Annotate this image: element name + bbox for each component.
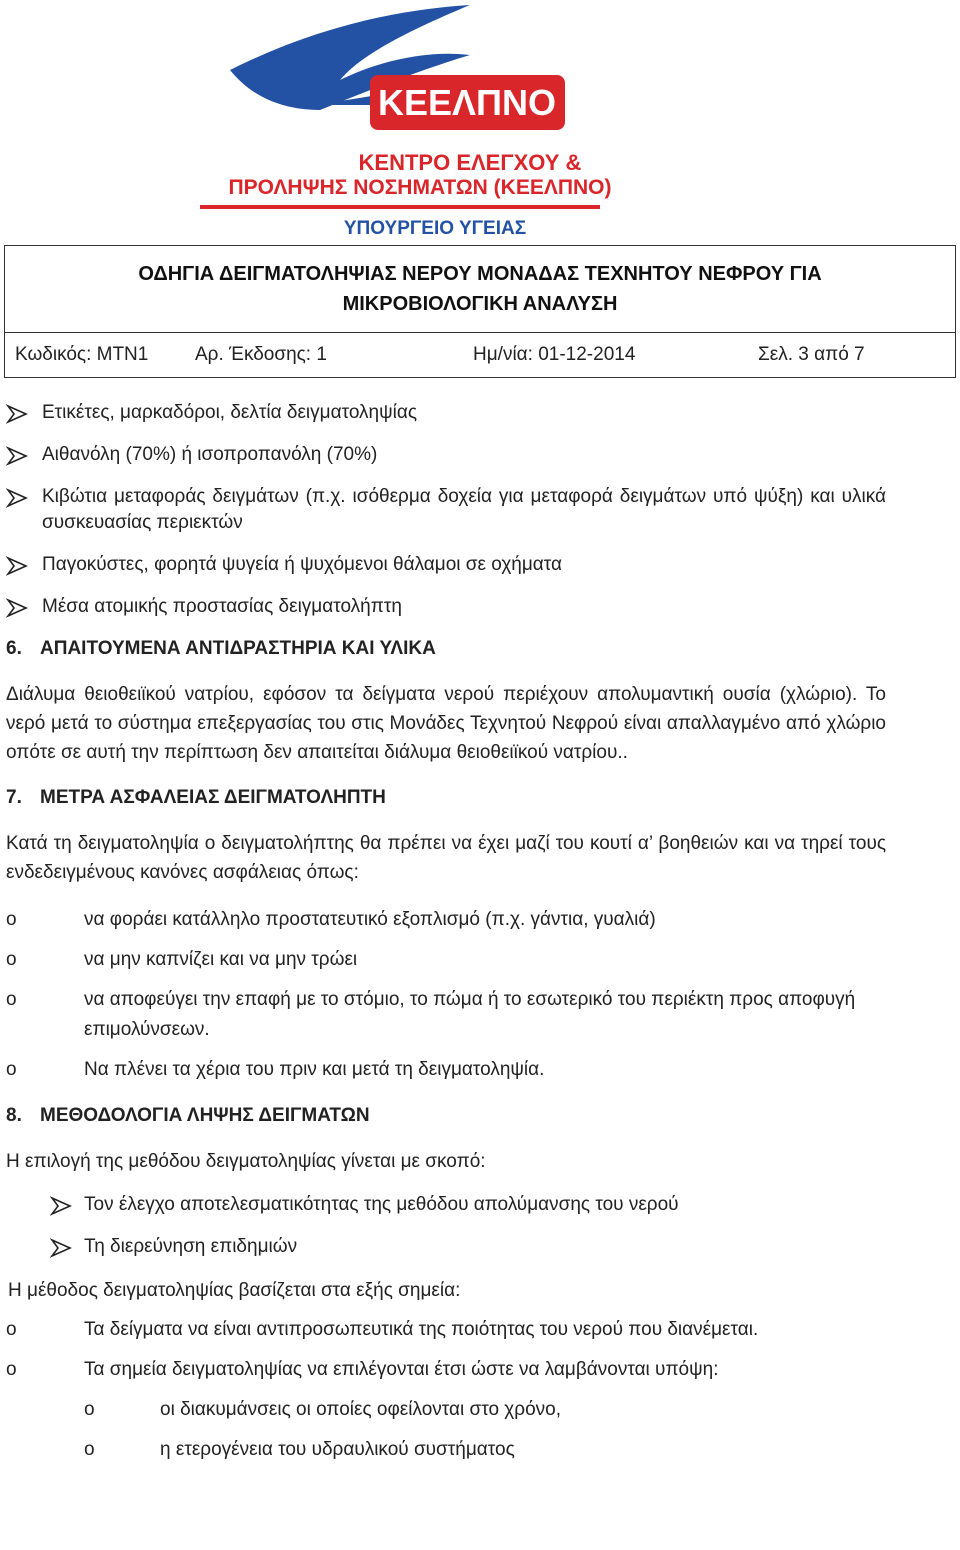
document-edition: Αρ. Έκδοσης: 1 <box>195 344 327 365</box>
arrow-bullet-icon <box>6 404 28 424</box>
safety-list <box>6 905 886 1085</box>
arrow-bullet-icon <box>6 598 28 618</box>
section-8-heading: 8. ΜΕΘΟΔΟΛΟΓΙΑ ΛΗΨΗΣ ΔΕΙΓΜΑΤΩΝ <box>6 1105 370 1126</box>
list-item: o οι διακυμάνσεις οι οποίες οφείλονται στο χρόνο, <box>6 1395 886 1425</box>
document-code: Κωδικός: MTN1 <box>15 344 149 365</box>
purpose-list <box>6 1192 886 1260</box>
arrow-bullet-icon <box>6 556 28 576</box>
circle-bullet: o <box>6 909 17 930</box>
logo-line1: ΚΕΝΤΡΟ ΕΛΕΓΧΟΥ & <box>358 150 582 175</box>
list-item: Παγοκύστες, φορητά ψυγεία ή ψυχόμενοι θάλαμοι σε οχήματα <box>6 552 886 578</box>
arrow-bullet-icon <box>6 488 28 508</box>
logo-line2: ΠΡΟΛΗΨΗΣ ΝΟΣΗΜΑΤΩΝ (ΚΕΕΛΠΝΟ) <box>228 176 612 199</box>
logo-org-text: ΚΕΕΛΠΝΟ <box>377 82 557 123</box>
section-6-heading: 6. ΑΠΑΙΤΟΥΜΕΝΑ ΑΝΤΙΔΡΑΣΤΗΡΙΑ ΚΑΙ ΥΛΙΚΑ <box>6 638 436 659</box>
list-item: Τον έλεγχο αποτελεσματικότητας της μεθόδου απολύμανσης του νερού <box>6 1192 886 1218</box>
document-date: Ημ/νία: 01-12-2014 <box>473 344 636 365</box>
arrow-bullet-icon <box>6 446 28 466</box>
list-item: o να αποφεύγει την επαφή με το στόμιο, το πώμα ή το εσωτερικό του περιέκτη προς αποφυγή επιμολύνσεων. <box>6 985 886 1045</box>
document-header <box>4 245 956 378</box>
title-line-1: ΟΔΗΓΙΑ ΔΕΙΓΜΑΤΟΛΗΨΙΑΣ ΝΕΡΟΥ ΜΟΝΑΔΑΣ ΤΕΧΝΗΤΟΥ ΝΕΦΡΟΥ ΓΙΑ <box>138 263 822 285</box>
section-8-intro: Η επιλογή της μεθόδου δειγματοληψίας γίνεται με σκοπό: <box>6 1151 486 1172</box>
document-title <box>5 246 956 333</box>
list-item: o Τα σημεία δειγματοληψίας να επιλέγονται έτσι ώστε να λαμβάνονται υπόψη: <box>6 1355 886 1385</box>
section-8-basis-intro: Η μέθοδος δειγματοληψίας βασίζεται στα εξής σημεία: <box>8 1280 461 1301</box>
list-item: Τη διερεύνηση επιδημιών <box>6 1234 886 1260</box>
document-meta <box>5 333 956 378</box>
circle-bullet: o <box>6 1319 17 1340</box>
list-item: o Να πλένει τα χέρια του πριν και μετά τη δειγματοληψία. <box>6 1055 886 1085</box>
arrow-bullet-icon <box>50 1196 72 1216</box>
list-item: Μέσα ατομικής προστασίας δειγματολήπτη <box>6 594 886 620</box>
circle-bullet: o <box>6 989 17 1010</box>
document-body <box>6 400 886 1475</box>
title-line-2: ΜΙΚΡΟΒΙΟΛΟΓΙΚΗ ΑΝΑΛΥΣΗ <box>342 293 618 315</box>
circle-bullet: o <box>84 1399 95 1420</box>
keelpno-logo <box>170 0 715 240</box>
section-7-heading: 7. ΜΕΤΡΑ ΑΣΦΑΛΕΙΑΣ ΔΕΙΓΜΑΤΟΛΗΠΤΗ <box>6 787 386 808</box>
circle-bullet: o <box>6 949 17 970</box>
materials-list <box>6 400 886 620</box>
list-item: o Τα δείγματα να είναι αντιπροσωπευτικά της ποιότητας του νερού που διανέμεται. <box>6 1315 886 1345</box>
arrow-bullet-icon <box>50 1238 72 1258</box>
section-6-text: Διάλυμα θειοθειϊκού νατρίου, εφόσον τα δείγματα νερού περιέχουν απολυμαντική ουσία (χλώριο). Το νερό μετά το σύστημα επεξεργασίας του στις Μονάδες Τεχνητού Νεφρού είναι απαλλαγμένο από χλώριο οπότε σε αυτή την περίπτωση δεν απαιτείται διάλυμα θειοθειϊκού νατρίου.. <box>6 684 886 763</box>
circle-bullet: o <box>6 1059 17 1080</box>
logo-ministry: ΥΠΟΥΡΓΕΙΟ ΥΓΕΙΑΣ <box>343 218 527 239</box>
circle-bullet: o <box>84 1439 95 1460</box>
list-item: o να μην καπνίζει και να μην τρώει <box>6 945 886 975</box>
page-number: Σελ. 3 από 7 <box>758 344 865 365</box>
section-7-intro: Κατά τη δειγματοληψία ο δειγματολήπτης θα πρέπει να έχει μαζί του κουτί α’ βοηθειών και να τηρεί τους ενδεδειγμένους κανόνες ασφάλειας όπως: <box>6 833 886 883</box>
list-item: o να φοράει κατάλληλο προστατευτικό εξοπλισμό (π.χ. γάντια, γυαλιά) <box>6 905 886 935</box>
list-item: Κιβώτια μεταφοράς δειγμάτων (π.χ. ισόθερμα δοχεία για μεταφορά δειγμάτων υπό ψύξη) και υλικά συσκευασίας περιεκτών <box>6 484 886 536</box>
circle-bullet: o <box>6 1359 17 1380</box>
list-item: Ετικέτες, μαρκαδόροι, δελτία δειγματοληψίας <box>6 400 886 426</box>
list-item: o η ετερογένεια του υδραυλικού συστήματος <box>6 1435 886 1465</box>
basis-list <box>6 1315 886 1465</box>
list-item: Αιθανόλη (70%) ή ισοπροπανόλη (70%) <box>6 442 886 468</box>
